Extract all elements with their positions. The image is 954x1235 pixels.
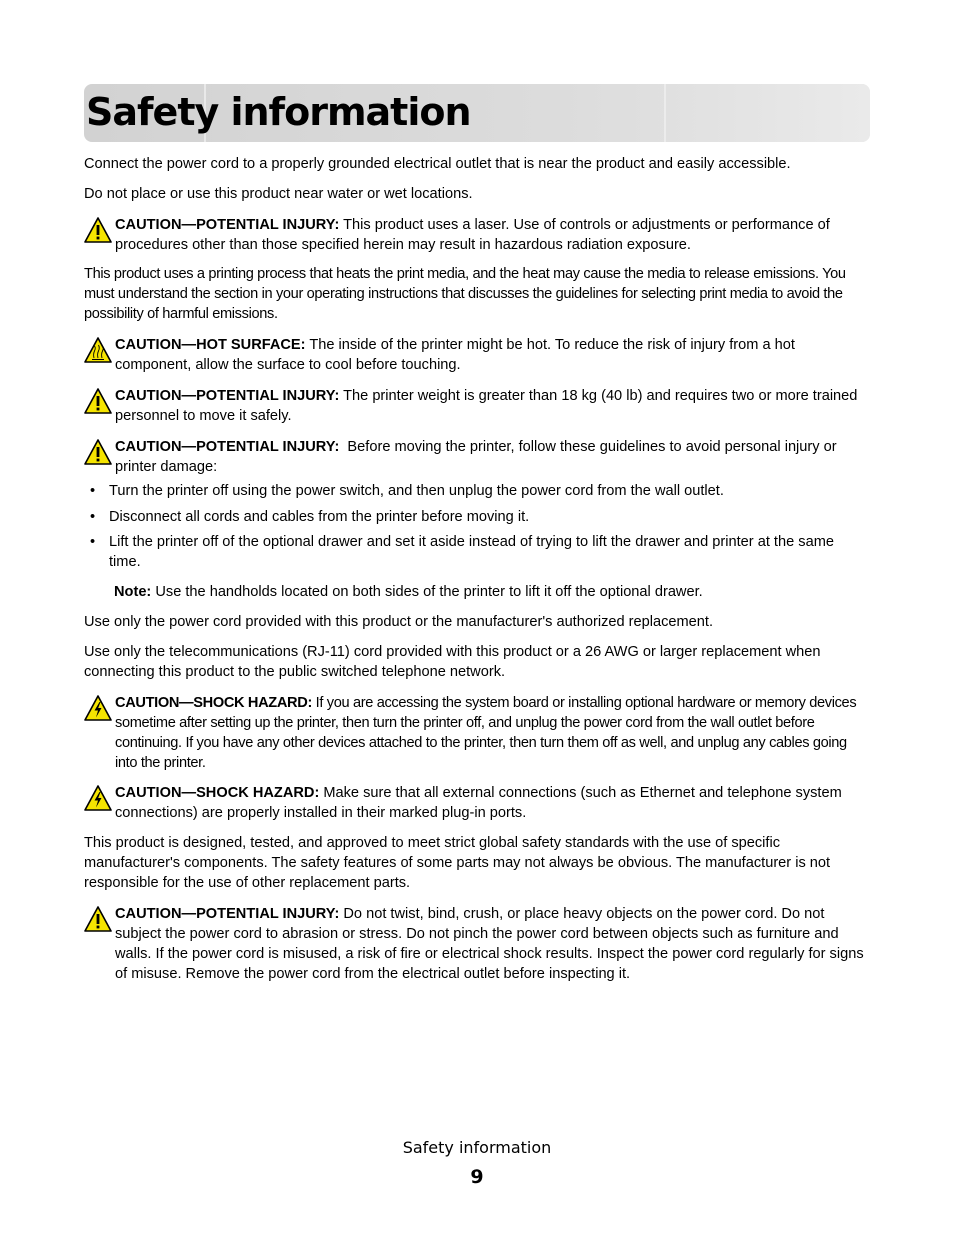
paragraph-power-outlet: Connect the power cord to a properly grounded electrical outlet that is near the product and easily accessible.: [84, 156, 791, 172]
paragraph-water: Do not place or use this product near water or wet locations.: [84, 186, 473, 202]
caution-body: Before moving the printer, follow these guidelines to avoid personal injury or printer damage:: [115, 439, 841, 475]
warning-icon: [84, 906, 112, 932]
note: [114, 582, 870, 602]
caution-body: Make sure that all external connections (such as Ethernet and telephone system connections) are properly installed in their marked plug-in ports.: [115, 785, 842, 821]
note-lead: Note:: [114, 584, 152, 600]
paragraph-emissions: This product uses a printing process that heats the print media, and the heat may cause the media to release emissions. You must understand the section in your operating instructions that discusses the guidelines for selecting print media to avoid the possibility of harmful emissions.: [84, 266, 846, 322]
hot-surface-icon: [84, 337, 112, 363]
bullet-glyph: •: [90, 509, 96, 525]
list-item-text: Lift the printer off of the optional drawer and set it aside instead of trying to lift the drawer and printer at the same time.: [109, 534, 834, 570]
title-bar: [84, 84, 870, 142]
caution-body: This product uses a laser. Use of controls or adjustments or performance of procedures other than those specified herein may result in hazardous radiation exposure.: [115, 217, 830, 253]
warning-icon: [84, 388, 112, 414]
caution-lead: CAUTION—POTENTIAL INJURY:: [115, 906, 340, 922]
bullet-glyph: •: [90, 483, 96, 499]
page-number: 9: [470, 1166, 484, 1188]
caution-lead: CAUTION—POTENTIAL INJURY:: [115, 217, 340, 233]
caution-lead: CAUTION—SHOCK HAZARD:: [115, 785, 320, 801]
caution-body: If you are accessing the system board or installing optional hardware or memory devices sometime after setting up the printer, then turn the printer off, and unplug the power cord from the wall outlet before continuing. If you have any other devices attached to the printer, then turn them off as well, and unplug any cables going into the printer.: [115, 695, 857, 771]
list-item-text: Turn the printer off using the power switch, and then unplug the power cord from the wall outlet.: [109, 483, 724, 499]
caution-text: [115, 386, 872, 426]
caution-text: [115, 783, 872, 823]
caution-lead: CAUTION—HOT SURFACE:: [115, 337, 306, 353]
paragraph-safety-standards: This product is designed, tested, and approved to meet strict global safety standards with the use of specific manufacturer's components. The safety features of some parts may not always be obvious. The manufacturer is not responsible for the use of other replacement parts.: [84, 835, 831, 891]
caution-text: [115, 437, 872, 477]
paragraph-telecom-cord: Use only the telecommunications (RJ-11) cord provided with this product or a 26 AWG or larger replacement when connecting this product to the public switched telephone network.: [84, 644, 821, 680]
caution-body: Do not twist, bind, crush, or place heavy objects on the power cord. Do not subject the power cord to abrasion or stress. Do not pinch the power cord between objects such as furniture and walls. If the power cord is misused, a risk of fire or electrical shock results. Inspect the power cord regularly for signs of misuse. Remove the power cord from the electrical outlet before inspecting it.: [115, 906, 864, 982]
note-body: Use the handholds located on both sides of the printer to lift it off the optional drawer.: [151, 584, 703, 600]
page-title: Safety information: [86, 90, 471, 134]
caution-body: The printer weight is greater than 18 kg (40 lb) and requires two or more trained personnel to move it safely.: [115, 388, 858, 424]
title-bar-highlight: [666, 84, 870, 142]
caution-text: [115, 904, 872, 984]
shock-hazard-icon: [84, 695, 112, 721]
caution-lead: CAUTION—SHOCK HAZARD:: [115, 695, 312, 711]
caution-lead: CAUTION—POTENTIAL INJURY:: [115, 388, 340, 404]
caution-body: The inside of the printer might be hot. To reduce the risk of injury from a hot component, allow the surface to cool before touching.: [115, 337, 795, 373]
title-bar-divider: [664, 84, 666, 142]
caution-lead: CAUTION—POTENTIAL INJURY:: [115, 439, 340, 455]
shock-hazard-icon: [84, 785, 112, 811]
caution-text: [115, 215, 872, 255]
caution-text: [115, 335, 872, 375]
list-item-text: Disconnect all cords and cables from the printer before moving it.: [109, 509, 530, 525]
bullet-glyph: •: [90, 534, 96, 550]
warning-icon: [84, 217, 112, 243]
footer-section-title: Safety information: [402, 1138, 552, 1157]
caution-text: [115, 693, 872, 773]
warning-icon: [84, 439, 112, 465]
paragraph-power-cord: Use only the power cord provided with this product or the manufacturer's authorized replacement.: [84, 614, 714, 630]
